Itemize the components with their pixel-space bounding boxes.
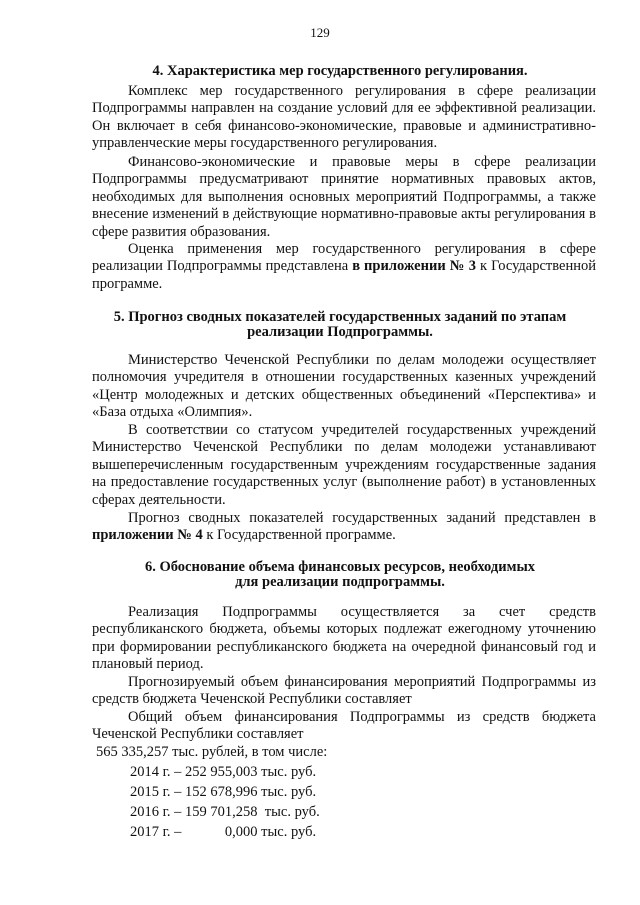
section-6-paragraph-1: Реализация Подпрограммы осуществляется за счет средств республиканского бюджета, объемы которых подлежат ежегодному уточнению при формировании республиканского бюджета на очередной финансовый год и плановый период.	[92, 604, 596, 673]
section-4-paragraph-2: Финансово-экономические и правовые меры в сфере реализации Подпрограммы предусматривают принятие нормативных правовых актов, необходимых для выполнения основных мероприятий Подпрограммы, а также внесение изменений в действующие нормативно-правовые акты регулирования в сфере развития образования.	[92, 154, 596, 240]
section-6-paragraph-2: Прогнозируемый объем финансирования мероприятий Подпрограммы из средств бюджета Чеченской Республики составляет	[92, 674, 596, 708]
section-6-paragraph-3: Общий объем финансирования Подпрограммы из средств бюджета Чеченской Республики составляет	[92, 709, 596, 743]
section-5-title: 5. Прогноз сводных показателей государственных заданий по этапам реализации Подпрограммы.	[113, 309, 567, 340]
appendix-4-reference: приложении № 4	[92, 527, 203, 544]
section-4-paragraph-1: Комплекс мер государственного регулирования в сфере реализации Подпрограммы направлен на создание условий для ее эффективной реализации. Он включает в себя финансово-экономические, правовые и административно-управленческие меры государственного регулирования.	[92, 83, 596, 152]
funding-year-2014: 2014 г. – 252 955,003 тыс. руб.	[130, 764, 317, 780]
section-5-paragraph-1: Министерство Чеченской Республики по делам молодежи осуществляет полномочия учредителя в отношении государственных казенных учреждений «Центр молодежных и детских общественных объединений «Перспектива» и «База отдыха «Олимпия».	[92, 352, 596, 421]
total-funding: 565 335,257 тыс. рублей, в том числе:	[96, 744, 328, 760]
section-4-paragraph-3: Оценка применения мер государственного регулирования в сфере реализации Подпрограммы представлена в приложении № 3 к Государственной программе.	[92, 241, 596, 292]
page-number: 129	[310, 25, 330, 40]
section-5-paragraph-3: Прогноз сводных показателей государственных заданий представлен в приложении № 4 к Государственной программе.	[92, 510, 596, 544]
section-6-title: 6. Обоснование объема финансовых ресурсов, необходимых для реализации подпрограммы.	[144, 559, 536, 590]
funding-year-2016: 2016 г. – 159 701,258 тыс. руб.	[130, 804, 320, 820]
appendix-3-reference: в приложении № 3	[352, 258, 476, 275]
funding-year-2015: 2015 г. – 152 678,996 тыс. руб.	[130, 784, 317, 800]
section-5-paragraph-2: В соответствии со статусом учредителей государственных учреждений Министерство Чеченской Республики по делам молодежи устанавливают вышеперечисленным государственным учреждениям государственные задания на предоставление государственных услуг (выполнение работ) в установленных сферах деятельности.	[92, 422, 596, 508]
funding-year-2017: 2017 г. – 0,000 тыс. руб.	[130, 824, 317, 840]
section-4-title: 4. Характеристика мер государственного регулирования.	[152, 63, 528, 79]
